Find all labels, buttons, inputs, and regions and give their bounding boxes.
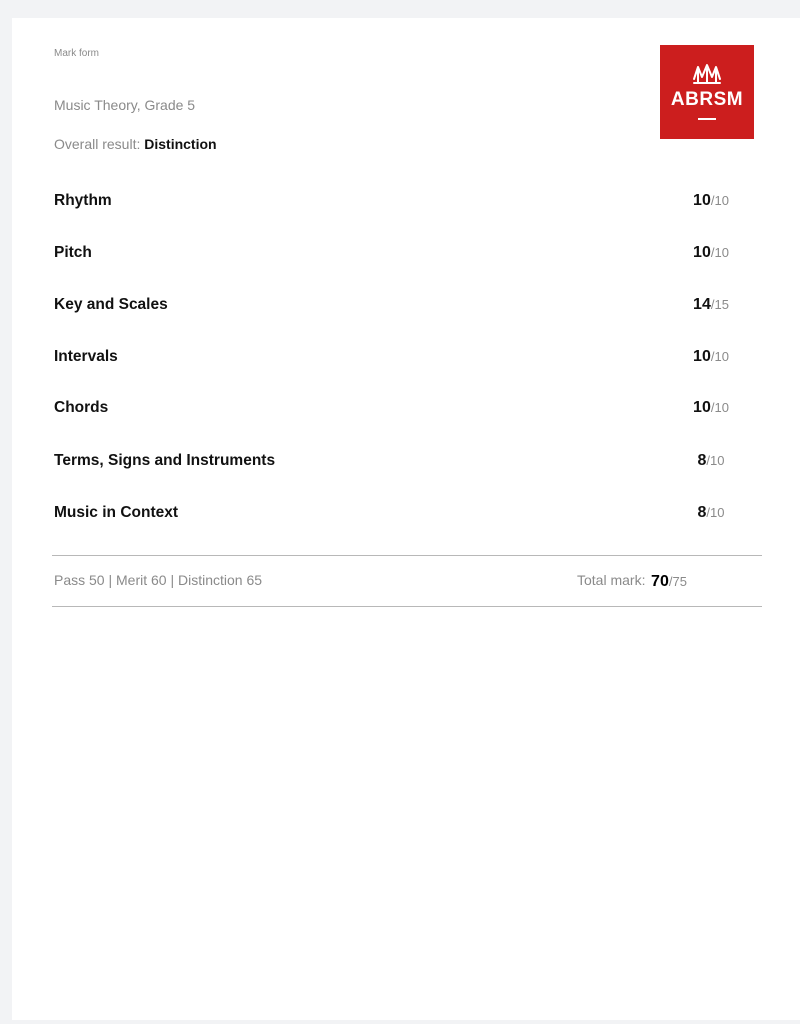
section-row-music-in-context: [54, 504, 754, 526]
score-separator: /: [706, 505, 711, 520]
divider: [52, 555, 762, 556]
divider: [52, 606, 762, 607]
score-max: 10: [714, 193, 729, 208]
form-label: Mark form: [54, 48, 99, 59]
score-max: 10: [714, 349, 729, 364]
exam-subtitle: Music Theory, Grade 5: [54, 97, 196, 113]
section-score: [646, 399, 776, 417]
section-row-intervals: [54, 348, 754, 370]
total-mark-score: [604, 573, 734, 591]
score-separator: /: [710, 297, 715, 312]
abrsm-logo: [660, 45, 754, 139]
section-label: Intervals: [54, 348, 118, 365]
section-score: [646, 192, 776, 210]
section-score: [646, 452, 776, 470]
section-label: Music in Context: [54, 504, 179, 521]
score-separator: /: [668, 574, 673, 589]
section-score: [646, 244, 776, 262]
score-max: 10: [714, 245, 729, 260]
score-separator: /: [710, 245, 715, 260]
score-separator: /: [710, 400, 715, 415]
section-row-terms-signs-instruments: [54, 452, 754, 474]
score-max: 10: [714, 400, 729, 415]
section-label: Rhythm: [54, 192, 112, 209]
score-max: 15: [714, 297, 729, 312]
section-label: Pitch: [54, 244, 92, 261]
section-row-pitch: [54, 244, 754, 266]
overall-result: [54, 136, 217, 152]
mark-form-page: [12, 18, 800, 1020]
score-value: 10: [693, 192, 711, 209]
score-separator: /: [710, 193, 715, 208]
section-row-key-and-scales: [54, 296, 754, 318]
section-label: Terms, Signs and Instruments: [54, 452, 276, 469]
score-value: 8: [697, 504, 707, 521]
score-separator: /: [706, 453, 711, 468]
section-score: [646, 296, 776, 314]
overall-result-value: Distinction: [144, 136, 217, 152]
total-score-max: 75: [672, 574, 687, 589]
score-value: 10: [693, 399, 711, 416]
score-value: 10: [693, 244, 711, 261]
section-row-chords: [54, 399, 754, 421]
section-label: Chords: [54, 399, 109, 416]
score-max: 10: [710, 453, 725, 468]
logo-text: ABRSM: [670, 89, 744, 110]
section-label: Key and Scales: [54, 296, 168, 313]
section-score: [646, 504, 776, 522]
score-value: 10: [693, 348, 711, 365]
section-row-rhythm: [54, 192, 754, 214]
overall-result-label: Overall result:: [54, 136, 145, 152]
score-separator: /: [710, 349, 715, 364]
score-max: 10: [710, 505, 725, 520]
score-value: 14: [693, 296, 711, 313]
grade-thresholds: Pass 50 | Merit 60 | Distinction 65: [54, 572, 263, 588]
total-score-value: 70: [651, 573, 669, 590]
total-mark-label: Total mark:: [577, 572, 646, 588]
section-score: [646, 348, 776, 366]
score-value: 8: [697, 452, 707, 469]
